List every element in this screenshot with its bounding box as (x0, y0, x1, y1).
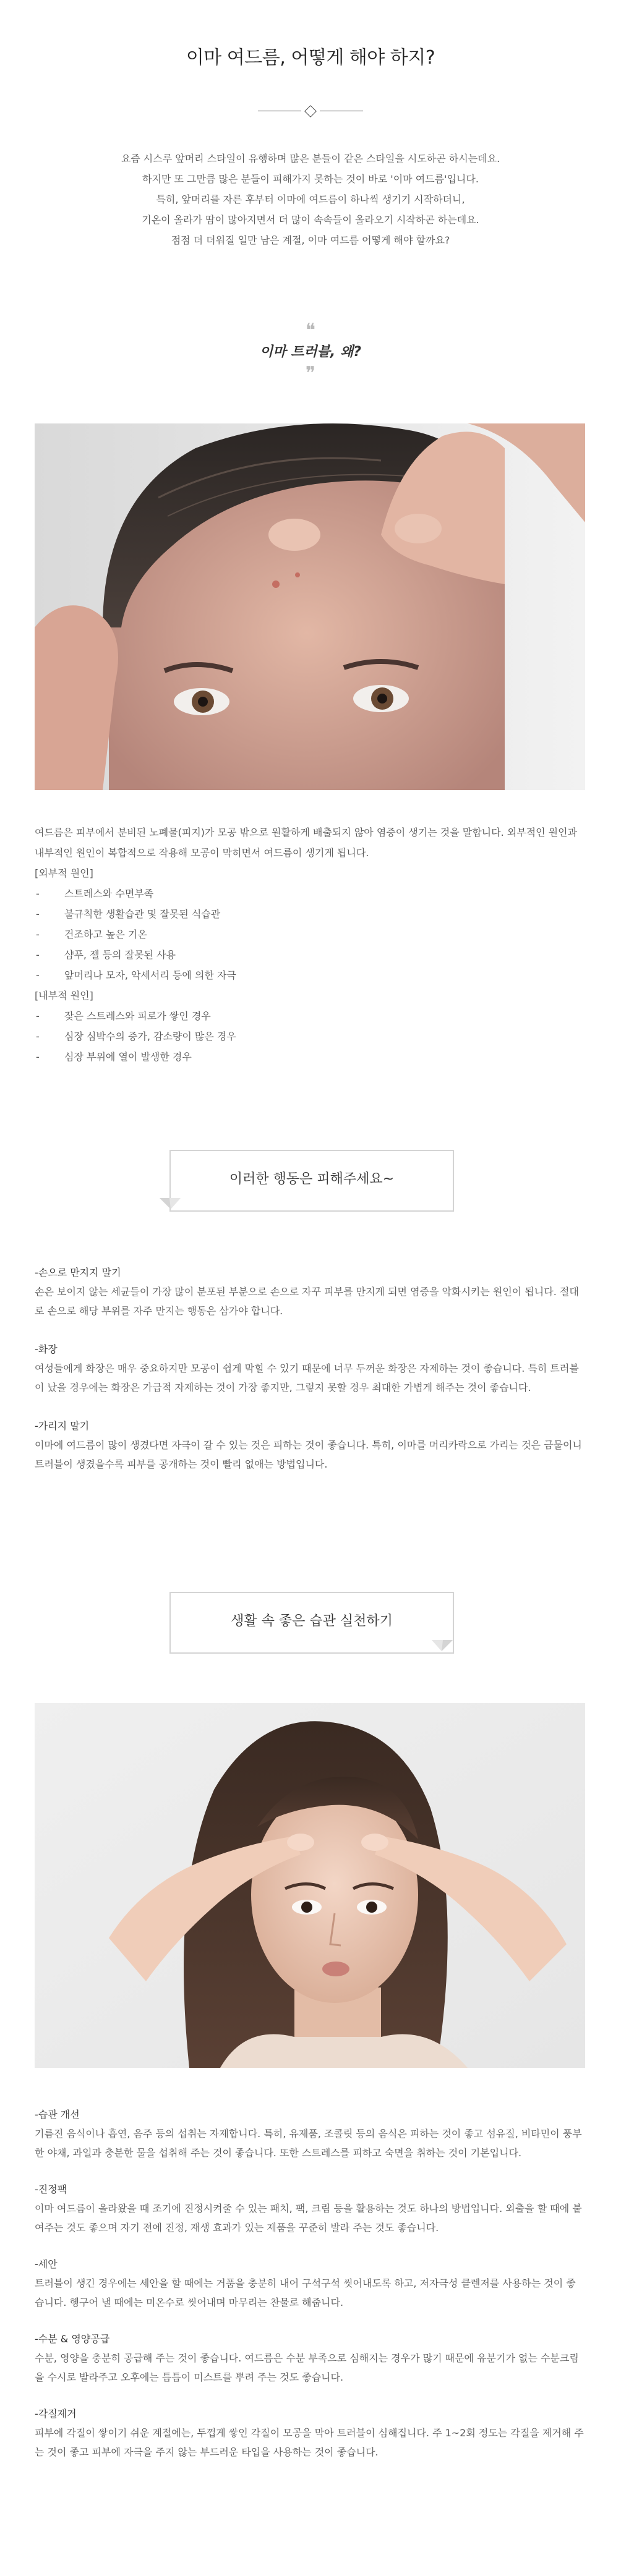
habit-item-text: 수분, 영양을 충분히 공급해 주는 것이 좋습니다. 여드름은 수분 부족으로 심해지는 경우가 많기 때문에 유분기가 없는 수분크림을 수시로 발라주고 오후에는 틈틈이 미스트를 뿌려 주는 것도 좋습니다. (35, 2352, 579, 2383)
internal-cause-list (35, 1006, 585, 1067)
section-quote (0, 321, 621, 383)
habit-section (35, 2105, 585, 2462)
intro-line: 요즘 시스루 앞머리 스타일이 유행하며 많은 분들이 같은 스타일을 시도하곤 하시는데요. (121, 153, 500, 164)
box-fold-icon (160, 1198, 184, 1223)
cause-paragraph: 여드름은 피부에서 분비된 노폐물(피지)가 모공 밖으로 원활하게 배출되지 않아 염증이 생기는 것을 말합니다. 외부적인 원인과 내부적인 원인이 복합적으로 작용해 모공이 막히면서 여드름이 생기게 됩니다. (35, 827, 578, 859)
habit-item-text: 기름진 음식이나 흡연, 음주 등의 섭취는 자제합니다. 특히, 유제품, 조콜릿 등의 음식은 피하는 것이 좋고 섬유질, 비타민이 풍부한 야채, 과일과 충분한 물을 섭취해 주는 것이 좋습니다. 또한 스트레스를 피하고 숙면을 취하는 것이 기본입니다. (35, 2128, 582, 2159)
habit-item-text: 이마 여드름이 올라왔을 때 조기에 진정시켜줄 수 있는 패치, 팩, 크림 등을 활용하는 것도 하나의 방법입니다. 외출을 할 때에 붙여주는 것도 좋으며 자기 전에 진정, 재생 효과가 있는 제품을 꾸준히 발라 주는 것도 좋습니다. (35, 2203, 582, 2234)
quote-text: 이마 트러블, 왜? (260, 344, 361, 360)
title-divider (258, 105, 363, 117)
avoid-section (35, 1263, 585, 1474)
habit-item-text: 피부에 각질이 쌓이기 쉬운 계절에는, 두껍게 쌓인 각질이 모공을 막아 트러블이 심해집니다. 주 1~2회 정도는 각질을 제거해 주는 것이 좋고 피부에 자극을 주지 않는 부드러운 타입을 사용하는 것이 좋습니다. (35, 2427, 584, 2458)
habit-item-heading: -각질제거 (35, 2408, 77, 2420)
page-title: 이마 여드름, 어떻게 해야 하지? (186, 47, 435, 69)
intro-line: 하지만 또 그만큼 많은 분들이 피해가지 못하는 것이 바로 '이마 여드름'입니다. (142, 173, 479, 185)
forehead-acne-photo-man (35, 423, 585, 790)
list-item: - 스트레스와 수면부족 (35, 883, 585, 904)
habit-item-text: 트러블이 생긴 경우에는 세안을 할 때에는 거품을 충분히 내어 구석구석 씻어내도록 하고, 저자극성 클렌저를 사용하는 것이 좋습니다. 헹구어 낼 때에는 미온수로 씻어내며 마무리는 찬물로 해줍니다. (35, 2277, 576, 2308)
intro-paragraph (0, 148, 621, 250)
intro-line: 특히, 앞머리를 자른 후부터 이마에 여드름이 하나씩 생기기 시작하더니, (156, 193, 465, 205)
avoid-item-text: 여성들에게 화장은 매우 중요하지만 모공이 쉽게 막힐 수 있기 때문에 너무 두꺼운 화장은 자제하는 것이 좋습니다. 특히 트러블이 났을 경우에는 화장은 가급적 자제하는 것이 가장 좋지만, 그렇지 못할 경우 최대한 가볍게 해주는 것이 좋습니다. (35, 1362, 579, 1393)
avoid-heading-label: 이러한 행동은 피해주세요~ (229, 1171, 395, 1187)
avoid-item-text: 손은 보이지 않는 세균들이 가장 많이 분포된 부분으로 손으로 자꾸 피부를 만지게 되면 염증을 악화시키는 원인이 됩니다. 절대로 손으로 해당 부위를 자주 만지는 행동은 삼가야 합니다. (35, 1286, 579, 1317)
cause-section (35, 822, 585, 1067)
list-item: - 심장 심박수의 증가, 감소량이 많은 경우 (35, 1026, 585, 1047)
internal-heading: [내부적 원인] (35, 990, 93, 1001)
list-item: - 심장 부위에 열이 발생한 경우 (35, 1047, 585, 1067)
avoid-heading-box (169, 1150, 454, 1212)
open-quote-icon: ❝ (305, 320, 316, 341)
habit-item-heading: -습관 개선 (35, 2109, 80, 2120)
habit-item-heading: -세안 (35, 2258, 58, 2270)
list-item: - 샴푸, 젤 등의 잘못된 사용 (35, 945, 585, 965)
diamond-icon (304, 105, 317, 117)
habit-item-heading: -진정팩 (35, 2183, 67, 2195)
list-item: - 잦은 스트레스와 피로가 쌓인 경우 (35, 1006, 585, 1026)
avoid-item-heading: -화장 (35, 1343, 58, 1355)
list-item: - 앞머리나 모자, 악세서리 등에 의한 자극 (35, 965, 585, 985)
forehead-acne-photo-woman (35, 1703, 585, 2068)
intro-line: 점점 더 더워질 일만 남은 계절, 이마 여드름 어떻게 해야 할까요? (171, 234, 450, 246)
habit-heading-label: 생활 속 좋은 습관 실천하기 (231, 1613, 393, 1629)
list-item: - 불규칙한 생활습관 및 잘못된 식습관 (35, 904, 585, 924)
habit-item-heading: -수분 & 영양공급 (35, 2333, 110, 2345)
avoid-item-heading: -가리지 말기 (35, 1420, 90, 1432)
habit-heading-box (169, 1592, 454, 1654)
external-cause-list (35, 883, 585, 985)
avoid-item-heading: -손으로 만지지 말기 (35, 1267, 121, 1278)
list-item: - 건조하고 높은 기온 (35, 924, 585, 945)
close-quote-icon: ❞ (305, 363, 316, 385)
intro-line: 기온이 올라가 땀이 많아지면서 더 많이 속속들이 올라오기 시작하곤 하는데요. (142, 214, 479, 226)
box-fold-icon (428, 1640, 453, 1665)
external-heading: [외부적 원인] (35, 867, 93, 879)
avoid-item-text: 이마에 여드름이 많이 생겼다면 자극이 갈 수 있는 것은 피하는 것이 좋습니다. 특히, 이마를 머리카락으로 가리는 것은 금물이니 트러블이 생겼을수록 피부를 공개하는 것이 빨리 없애는 방법입니다. (35, 1439, 582, 1470)
